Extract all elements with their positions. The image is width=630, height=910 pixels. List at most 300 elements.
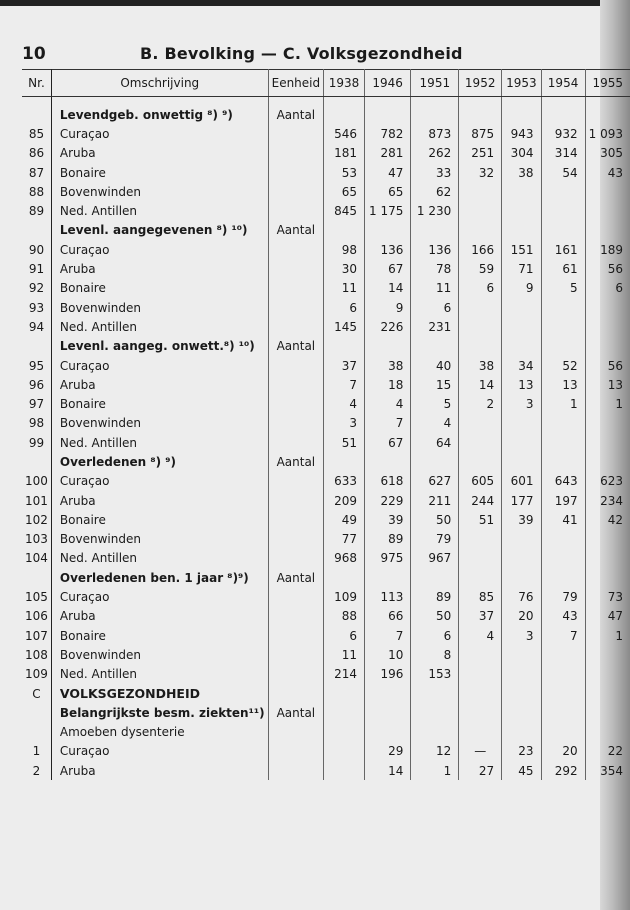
value-cell: 37 <box>459 607 502 626</box>
row-unit <box>268 491 324 510</box>
value-cell: 136 <box>364 240 410 259</box>
value-cell <box>364 452 410 471</box>
value-cell <box>585 568 630 587</box>
value-cell <box>541 703 585 722</box>
header-year: 1954 <box>541 70 585 97</box>
row-unit <box>268 144 324 163</box>
row-unit <box>268 510 324 529</box>
value-cell <box>541 684 585 703</box>
value-cell <box>541 201 585 220</box>
value-cell: 1 <box>541 394 585 413</box>
value-cell: 37 <box>324 356 365 375</box>
value-cell: 7 <box>324 375 365 394</box>
value-cell: 39 <box>502 510 541 529</box>
value-cell: 45 <box>502 761 541 780</box>
value-cell: 76 <box>502 587 541 606</box>
row-label: Aruba <box>51 259 268 278</box>
row-label: Bonaire <box>51 163 268 182</box>
value-cell <box>459 530 502 549</box>
row-number: 85 <box>22 124 51 143</box>
row-unit <box>268 182 324 201</box>
value-cell: 89 <box>364 530 410 549</box>
row-unit <box>268 375 324 394</box>
value-cell <box>324 452 365 471</box>
row-label: Bovenwinden <box>51 298 268 317</box>
value-cell: 62 <box>411 182 459 201</box>
header-year: 1938 <box>324 70 365 97</box>
value-cell <box>541 298 585 317</box>
table-row <box>22 375 630 394</box>
row-label: Curaçao <box>51 587 268 606</box>
value-cell <box>459 723 502 742</box>
value-cell: 9 <box>502 279 541 298</box>
value-cell: 98 <box>324 240 365 259</box>
value-cell <box>585 530 630 549</box>
row-label: Bovenwinden <box>51 414 268 433</box>
row-unit <box>268 723 324 742</box>
row-label: Curaçao <box>51 240 268 259</box>
scan-top-edge <box>0 0 630 6</box>
value-cell <box>502 568 541 587</box>
row-number: 102 <box>22 510 51 529</box>
row-unit: Aantal <box>268 703 324 722</box>
value-cell <box>541 452 585 471</box>
value-cell <box>324 568 365 587</box>
value-cell: 4 <box>411 414 459 433</box>
value-cell: 40 <box>411 356 459 375</box>
value-cell <box>502 201 541 220</box>
value-cell: 38 <box>364 356 410 375</box>
row-number: 103 <box>22 530 51 549</box>
value-cell <box>502 337 541 356</box>
value-cell: 85 <box>459 587 502 606</box>
row-unit: Aantal <box>268 452 324 471</box>
row-label: Ned. Antillen <box>51 201 268 220</box>
value-cell: 7 <box>541 626 585 645</box>
table-row <box>22 568 630 587</box>
value-cell: 14 <box>364 761 410 780</box>
value-cell: 65 <box>364 182 410 201</box>
row-unit <box>268 279 324 298</box>
value-cell: 6 <box>324 298 365 317</box>
row-number: 99 <box>22 433 51 452</box>
value-cell: 51 <box>324 433 365 452</box>
row-number <box>22 452 51 471</box>
value-cell: 244 <box>459 491 502 510</box>
row-unit <box>268 645 324 664</box>
value-cell <box>459 414 502 433</box>
value-cell: 618 <box>364 472 410 491</box>
value-cell: 27 <box>459 761 502 780</box>
value-cell <box>541 317 585 336</box>
value-cell <box>364 337 410 356</box>
value-cell <box>541 645 585 664</box>
table-row <box>22 182 630 201</box>
table-row <box>22 163 630 182</box>
table-row <box>22 298 630 317</box>
value-cell: 6 <box>459 279 502 298</box>
value-cell <box>585 317 630 336</box>
value-cell <box>324 684 365 703</box>
value-cell: 43 <box>607 165 623 180</box>
row-number: 88 <box>22 182 51 201</box>
value-cell: 88 <box>324 607 365 626</box>
value-cell: 34 <box>502 356 541 375</box>
table-header-row <box>22 70 630 97</box>
value-cell: 782 <box>364 124 410 143</box>
value-cell <box>459 665 502 684</box>
value-cell: 67 <box>364 433 410 452</box>
row-unit <box>268 761 324 780</box>
value-cell <box>411 568 459 587</box>
value-cell: 13 <box>541 375 585 394</box>
value-cell: 6 <box>615 281 623 296</box>
value-cell: 53 <box>324 163 365 182</box>
value-cell <box>411 723 459 742</box>
row-number: 90 <box>22 240 51 259</box>
value-cell: 189 <box>600 242 623 257</box>
value-cell: 50 <box>411 607 459 626</box>
row-unit <box>268 433 324 452</box>
table-row <box>22 761 630 780</box>
value-cell: 627 <box>411 472 459 491</box>
row-label: Curaçao <box>51 472 268 491</box>
value-cell: 281 <box>364 144 410 163</box>
row-unit <box>268 356 324 375</box>
value-cell <box>459 549 502 568</box>
value-cell: 7 <box>364 626 410 645</box>
value-cell: 52 <box>541 356 585 375</box>
value-cell: 209 <box>324 491 365 510</box>
value-cell: 20 <box>502 607 541 626</box>
value-cell <box>459 433 502 452</box>
row-label: Bovenwinden <box>51 645 268 664</box>
table-row <box>22 723 630 742</box>
row-number <box>22 337 51 356</box>
table-row <box>22 433 630 452</box>
value-cell: 305 <box>600 146 623 161</box>
value-cell: 845 <box>324 201 365 220</box>
header-omschrijving: Omschrijving <box>51 70 268 97</box>
spacer-row <box>22 97 630 106</box>
row-unit <box>268 317 324 336</box>
value-cell <box>459 703 502 722</box>
value-cell: 633 <box>324 472 365 491</box>
value-cell: 145 <box>324 317 365 336</box>
value-cell <box>585 201 630 220</box>
value-cell: 39 <box>364 510 410 529</box>
value-cell <box>585 452 630 471</box>
table-row <box>22 665 630 684</box>
value-cell: 229 <box>364 491 410 510</box>
header-eenheid: Eenheid <box>268 70 324 97</box>
value-cell <box>502 414 541 433</box>
row-number: 95 <box>22 356 51 375</box>
value-cell: 1 <box>615 397 623 412</box>
value-cell: 38 <box>459 356 502 375</box>
table-row <box>22 317 630 336</box>
value-cell: 109 <box>324 587 365 606</box>
row-number: 89 <box>22 201 51 220</box>
value-cell <box>541 723 585 742</box>
value-cell: 226 <box>364 317 410 336</box>
value-cell: 262 <box>411 144 459 163</box>
section-heading: Levenl. aangeg. onwett.⁸) ¹⁰) <box>51 337 268 356</box>
table-row <box>22 607 630 626</box>
value-cell <box>324 703 365 722</box>
row-label: Ned. Antillen <box>51 317 268 336</box>
row-label: Bonaire <box>51 394 268 413</box>
table-row <box>22 394 630 413</box>
row-number: 106 <box>22 607 51 626</box>
value-cell <box>585 665 630 684</box>
value-cell: 5 <box>411 394 459 413</box>
section-heading: Belangrijkste besm. ziekten¹¹) <box>51 703 268 722</box>
value-cell <box>502 452 541 471</box>
value-cell <box>502 723 541 742</box>
value-cell: 29 <box>364 742 410 761</box>
value-cell: 11 <box>411 279 459 298</box>
value-cell: 10 <box>364 645 410 664</box>
value-cell: 49 <box>324 510 365 529</box>
value-cell <box>459 182 502 201</box>
value-cell <box>459 298 502 317</box>
value-cell: 873 <box>411 124 459 143</box>
statistics-table <box>22 69 630 780</box>
page-number: 10 <box>22 44 46 64</box>
value-cell <box>541 221 585 240</box>
section-heading: VOLKSGEZONDHEID <box>51 684 268 703</box>
value-cell: 6 <box>411 298 459 317</box>
row-label: Curaçao <box>51 356 268 375</box>
row-unit <box>268 259 324 278</box>
table-row <box>22 105 630 124</box>
value-cell <box>364 684 410 703</box>
value-cell: 79 <box>411 530 459 549</box>
table-row <box>22 684 630 703</box>
row-unit <box>268 684 324 703</box>
value-cell: 4 <box>364 394 410 413</box>
row-number <box>22 221 51 240</box>
row-unit <box>268 298 324 317</box>
value-cell: 875 <box>459 124 502 143</box>
value-cell: 211 <box>411 491 459 510</box>
value-cell: 73 <box>607 590 623 605</box>
value-cell <box>459 337 502 356</box>
value-cell: 89 <box>411 587 459 606</box>
value-cell: 234 <box>600 493 623 508</box>
value-cell <box>324 761 365 780</box>
value-cell <box>324 742 365 761</box>
value-cell <box>585 645 630 664</box>
value-cell <box>411 452 459 471</box>
value-cell: 1 <box>615 628 623 643</box>
row-number: 105 <box>22 587 51 606</box>
value-cell: 546 <box>324 124 365 143</box>
table-row <box>22 414 630 433</box>
row-number <box>22 723 51 742</box>
value-cell: 47 <box>607 609 623 624</box>
section-heading: Overledenen ⁸) ⁹) <box>51 452 268 471</box>
value-cell: 623 <box>600 474 623 489</box>
row-number <box>22 568 51 587</box>
table-row <box>22 337 630 356</box>
row-number: 104 <box>22 549 51 568</box>
table-row <box>22 587 630 606</box>
header-year: 1952 <box>459 70 502 97</box>
table-row <box>22 356 630 375</box>
value-cell <box>502 317 541 336</box>
value-cell: 42 <box>607 512 623 527</box>
table-row <box>22 240 630 259</box>
row-unit <box>268 665 324 684</box>
value-cell: 4 <box>459 626 502 645</box>
value-cell: 15 <box>411 375 459 394</box>
page-title: B. Bevolking — C. Volksgezondheid <box>140 44 463 63</box>
table-row <box>22 201 630 220</box>
row-number: 86 <box>22 144 51 163</box>
row-number <box>22 703 51 722</box>
value-cell <box>459 317 502 336</box>
value-cell <box>459 221 502 240</box>
value-cell: 605 <box>459 472 502 491</box>
row-number: 96 <box>22 375 51 394</box>
row-label: Ned. Antillen <box>51 549 268 568</box>
table-row <box>22 279 630 298</box>
value-cell: 51 <box>459 510 502 529</box>
value-cell: 79 <box>541 587 585 606</box>
value-cell: 177 <box>502 491 541 510</box>
value-cell <box>585 414 630 433</box>
value-cell: 968 <box>324 549 365 568</box>
section-heading: Overledenen ben. 1 jaar ⁸)⁹) <box>51 568 268 587</box>
row-unit <box>268 414 324 433</box>
value-cell: 30 <box>324 259 365 278</box>
table-row <box>22 144 630 163</box>
row-number: 107 <box>22 626 51 645</box>
value-cell: — <box>459 742 502 761</box>
row-label: Bonaire <box>51 279 268 298</box>
value-cell <box>502 645 541 664</box>
value-cell: 32 <box>459 163 502 182</box>
table-row <box>22 491 630 510</box>
value-cell: 5 <box>541 279 585 298</box>
row-unit <box>268 163 324 182</box>
row-label: Aruba <box>51 607 268 626</box>
value-cell: 11 <box>324 645 365 664</box>
row-label: Bovenwinden <box>51 530 268 549</box>
section-heading: Levenl. aangegevenen ⁸) ¹⁰) <box>51 221 268 240</box>
header-year: 1946 <box>364 70 410 97</box>
row-unit <box>268 607 324 626</box>
value-cell: 1 <box>411 761 459 780</box>
value-cell: 50 <box>411 510 459 529</box>
value-cell <box>502 182 541 201</box>
value-cell <box>541 182 585 201</box>
row-number: 93 <box>22 298 51 317</box>
value-cell <box>585 182 630 201</box>
value-cell <box>585 337 630 356</box>
value-cell: 196 <box>364 665 410 684</box>
row-number: 91 <box>22 259 51 278</box>
value-cell: 66 <box>364 607 410 626</box>
value-cell: 65 <box>324 182 365 201</box>
value-cell: 943 <box>502 124 541 143</box>
value-cell <box>411 105 459 124</box>
value-cell: 4 <box>324 394 365 413</box>
row-number: 98 <box>22 414 51 433</box>
value-cell <box>585 221 630 240</box>
value-cell: 56 <box>607 262 623 277</box>
value-cell <box>541 105 585 124</box>
row-unit <box>268 626 324 645</box>
value-cell: 967 <box>411 549 459 568</box>
value-cell <box>502 105 541 124</box>
row-number: 100 <box>22 472 51 491</box>
value-cell <box>459 201 502 220</box>
value-cell <box>502 433 541 452</box>
row-unit <box>268 124 324 143</box>
value-cell <box>585 549 630 568</box>
table-row <box>22 742 630 761</box>
row-unit <box>268 587 324 606</box>
value-cell: 61 <box>541 259 585 278</box>
value-cell <box>459 568 502 587</box>
row-label: Bonaire <box>51 626 268 645</box>
value-cell <box>324 337 365 356</box>
table-row <box>22 510 630 529</box>
table-row <box>22 221 630 240</box>
header-nr: Nr. <box>22 70 51 97</box>
value-cell: 2 <box>459 394 502 413</box>
value-cell <box>324 105 365 124</box>
value-cell: 23 <box>502 742 541 761</box>
value-cell <box>541 665 585 684</box>
value-cell: 975 <box>364 549 410 568</box>
value-cell: 54 <box>541 163 585 182</box>
value-cell: 214 <box>324 665 365 684</box>
row-unit <box>268 742 324 761</box>
value-cell: 67 <box>364 259 410 278</box>
table-row <box>22 703 630 722</box>
table-row <box>22 645 630 664</box>
row-unit: Aantal <box>268 105 324 124</box>
value-cell: 6 <box>324 626 365 645</box>
value-cell <box>585 684 630 703</box>
value-cell: 136 <box>411 240 459 259</box>
row-number: 97 <box>22 394 51 413</box>
value-cell: 314 <box>541 144 585 163</box>
row-number: 92 <box>22 279 51 298</box>
value-cell: 43 <box>541 607 585 626</box>
row-label: Aruba <box>51 375 268 394</box>
row-unit <box>268 472 324 491</box>
value-cell <box>502 298 541 317</box>
row-unit <box>268 240 324 259</box>
row-label: Ned. Antillen <box>51 433 268 452</box>
value-cell: 18 <box>364 375 410 394</box>
value-cell <box>459 105 502 124</box>
value-cell: 6 <box>411 626 459 645</box>
value-cell: 14 <box>459 375 502 394</box>
row-number: 87 <box>22 163 51 182</box>
value-cell <box>585 433 630 452</box>
value-cell: 166 <box>459 240 502 259</box>
header-year: 1955 <box>585 70 630 97</box>
table-row <box>22 124 630 143</box>
value-cell: 643 <box>541 472 585 491</box>
value-cell: 64 <box>411 433 459 452</box>
